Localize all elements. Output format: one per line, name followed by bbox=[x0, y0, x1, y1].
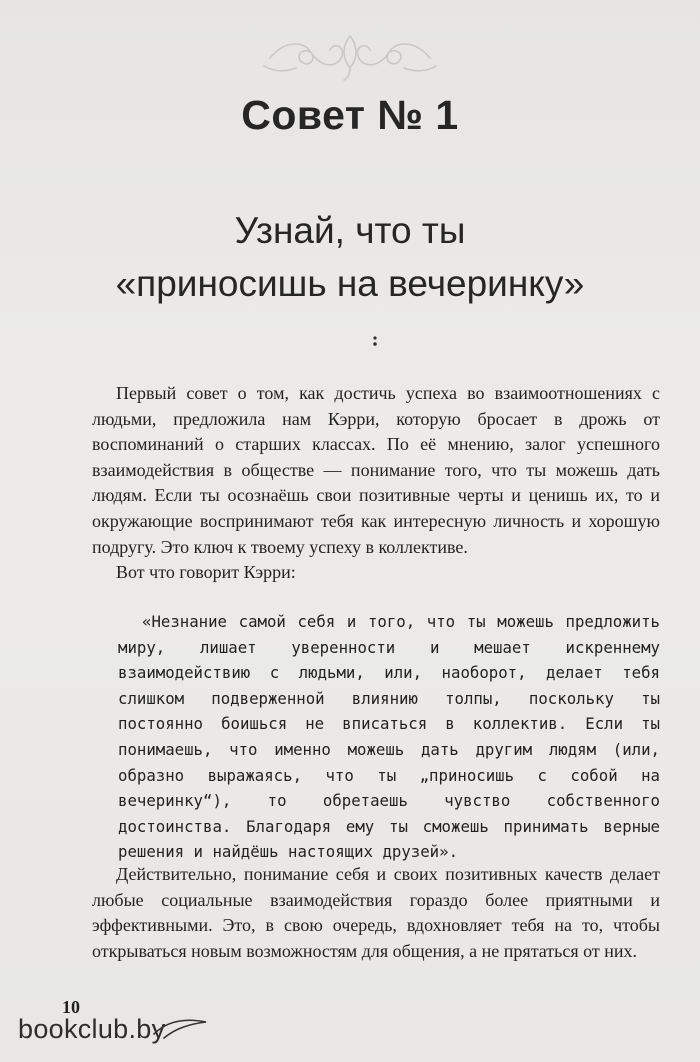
chapter-subtitle-line-2: «приносишь на вечеринку» bbox=[115, 263, 585, 304]
paragraph-text: Вот что говорит Кэрри: bbox=[116, 562, 296, 582]
chapter-title: Совет № 1 bbox=[241, 92, 459, 138]
paragraph-text: Действительно, понимание себя и своих позитивных качеств делает любые социальные взаимодействия гораздо более приятными и эффективными. Это, в свою очередь, вдохновляет тебя на то, чтобы открываться новым возможностям для общения, а не прятаться от них. bbox=[92, 864, 660, 961]
body-paragraph-2 bbox=[92, 560, 660, 586]
body-paragraph-1 bbox=[92, 381, 660, 560]
body-paragraph-3 bbox=[92, 862, 660, 964]
watermark-text: bookclub.by bbox=[18, 1014, 166, 1044]
paragraph-text: Первый совет о том, как достичь успеха во взаимоотношениях с людьми, предложила нам Кэрри, которую бросает в дрожь от воспоминаний о старших классах. По её мнению, залог успешного взаимодействия в обществе — понимание того, что ты можешь дать людям. Если ты осознаёшь свои позитивные черты и ценишь их, то и окружающие воспринимают тебя как интересную личность и хорошую подругу. Это ключ к твоему успеху в коллективе. bbox=[92, 383, 660, 557]
chapter-subtitle bbox=[0, 204, 700, 310]
swoosh-icon bbox=[150, 1012, 210, 1042]
chapter-subtitle-line-1: Узнай, что ты bbox=[234, 210, 466, 251]
quote-block bbox=[118, 609, 660, 865]
floral-ornament-icon bbox=[250, 28, 450, 83]
quote-text: «Незнание самой себя и того, что ты можешь предложить миру, лишает уверенности и мешает искреннему взаимодействию с людьми, или, наоборот, делает тебя слишком подверженной влиянию толпы, поскольку ты постоянно боишься не вписаться в коллектив. Если ты понимаешь, что именно можешь дать другим людям (или, образно выражаясь, что ты „приносишь с собой на вечеринку“), то обретаешь чувство собственного достоинства. Благодаря ему ты сможешь принимать верные решения и найдёшь настоящих друзей». bbox=[118, 612, 660, 862]
dot-divider-icon bbox=[368, 334, 382, 348]
page-number: 10 bbox=[62, 997, 80, 1017]
